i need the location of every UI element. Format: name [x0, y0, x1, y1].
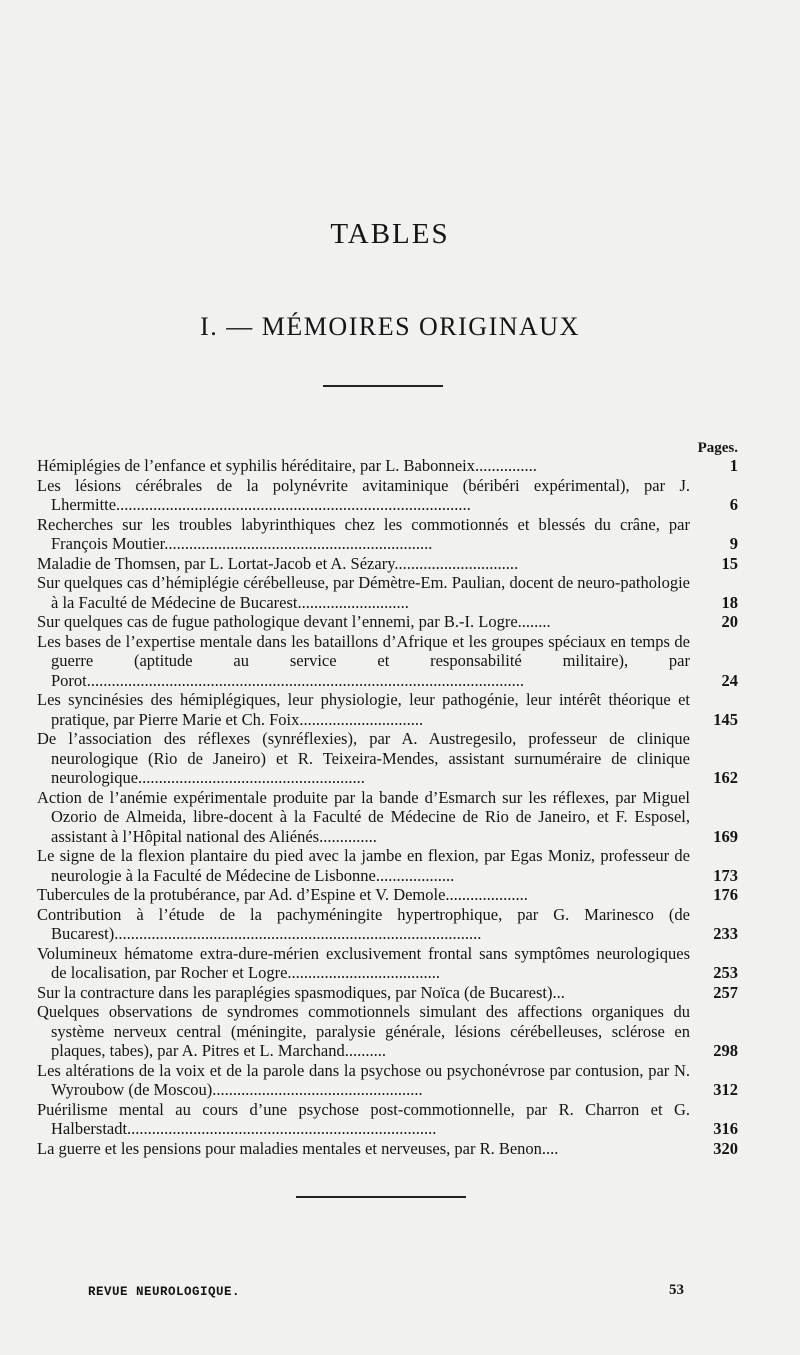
toc-entry — [37, 515, 738, 554]
entry-page: 15 — [721, 553, 738, 573]
entry-text: La guerre et les pensions pour maladies mentales et nerveuses, par R. Benon.... — [37, 1138, 559, 1158]
toc-entry — [37, 788, 738, 847]
toc-entry — [37, 554, 738, 574]
toc-entry — [37, 690, 738, 729]
table-of-contents — [37, 456, 738, 1158]
entry-page: 1 — [729, 456, 738, 475]
toc-entry — [37, 983, 738, 1003]
entry-page: 24 — [721, 670, 738, 690]
entry-text: Puérilisme mental au cours d’une psychose post-commotionnelle, par R. Charron et G. Halberstadt........................................................................... — [37, 1099, 690, 1138]
entry-page: 169 — [713, 826, 738, 846]
entry-text: Hémiplégies de l’enfance et syphilis héréditaire, par L. Babonneix............... — [37, 456, 537, 475]
page-number: 53 — [669, 1282, 684, 1298]
toc-entry — [37, 1061, 738, 1100]
entry-text: Tubercules de la protubérance, par Ad. d’Espine et V. Demole.................... — [37, 885, 528, 904]
toc-entry — [37, 729, 738, 788]
entry-text: Sur quelques cas d’hémiplégie cérébelleuse, par Démètre-Em. Paulian, docent de neuro-pathologie à la Faculté de Médecine de Bucarest........................... — [37, 573, 690, 612]
entry-page: 253 — [713, 963, 738, 982]
entry-page: 298 — [713, 1041, 738, 1060]
entry-page: 176 — [713, 885, 738, 904]
entry-text: De l’association des réflexes (synréflexies), par A. Austregesilo, professeur de clinique neurologique (Rio de Janeiro) et R. Teixeira-Mendes, assistant surnuméraire de clinique neurologique....................................................... — [37, 729, 690, 787]
section-title: I. — MÉMOIRES ORIGINAUX — [200, 312, 580, 341]
toc-entry — [37, 1100, 738, 1139]
entry-text: Sur quelques cas de fugue pathologique devant l’ennemi, par B.-I. Logre........ — [37, 612, 551, 631]
toc-entry — [37, 1139, 738, 1159]
entry-page: 20 — [721, 612, 738, 631]
entry-text: Les lésions cérébrales de la polynévrite avitaminique (béribéri expérimental), par J. Lhermitte...................................................................................... — [37, 475, 690, 514]
entry-page: 320 — [713, 1138, 738, 1158]
entry-text: Sur la contracture dans les paraplégies spasmodiques, par Noïca (de Bucarest)... — [37, 982, 565, 1002]
toc-entry — [37, 612, 738, 632]
entry-text: Volumineux hématome extra-dure-mérien exclusivement frontal sans symptômes neurologiques de localisation, par Rocher et Logre..................................... — [37, 943, 690, 982]
entry-page: 145 — [713, 709, 738, 729]
entry-page: 18 — [721, 592, 738, 612]
pages-column-header: Pages. — [697, 440, 738, 456]
entry-page: 173 — [713, 865, 738, 885]
entry-page: 312 — [713, 1080, 738, 1099]
divider-bottom — [296, 1196, 466, 1198]
entry-text: Action de l’anémie expérimentale produite par la bande d’Esmarch sur les réflexes, par Miguel Ozorio de Almeida, libre-docent à la Faculté de Médecine de Rio de Janeiro, et F. Esposel, assistant à l’Hôpital national des Aliénés.............. — [37, 787, 690, 846]
toc-entry — [37, 905, 738, 944]
entry-text: Maladie de Thomsen, par L. Lortat-Jacob et A. Sézary.............................. — [37, 553, 519, 573]
toc-entry — [37, 456, 738, 476]
entry-page: 316 — [713, 1119, 738, 1138]
toc-entry — [37, 944, 738, 983]
entry-page: 6 — [729, 495, 738, 514]
entry-text: Recherches sur les troubles labyrinthiques chez les commotionnés et blessés du crâne, par François Moutier................................................................. — [37, 514, 690, 553]
entry-text: Les bases de l’expertise mentale dans les bataillons d’Afrique et les groupes spéciaux en temps de guerre (aptitude au service et responsabilité militaire), par Porot.......................................................................................................... — [37, 631, 690, 690]
toc-entry — [37, 885, 738, 905]
entry-text: Contribution à l’étude de la pachyméningite hypertrophique, par G. Marinesco (de Bucarest)......................................................................................... — [37, 904, 690, 943]
entry-page: 257 — [713, 982, 738, 1002]
running-footer-journal: REVUE NEUROLOGIQUE. — [88, 1285, 241, 1299]
entry-page: 162 — [713, 768, 738, 787]
entry-text: Le signe de la flexion plantaire du pied avec la jambe en flexion, par Egas Moniz, professeur de neurologie à la Faculté de Médecine de Lisbonne................... — [37, 846, 690, 885]
toc-entry — [37, 476, 738, 515]
toc-entry — [37, 1002, 738, 1061]
page-title: TABLES — [330, 218, 450, 250]
toc-entry — [37, 573, 738, 612]
divider-top — [323, 385, 443, 387]
entry-text: Les syncinésies des hémiplégiques, leur physiologie, leur pathogénie, leur intérêt théorique et pratique, par Pierre Marie et Ch. Foix.............................. — [37, 690, 690, 729]
entry-page: 9 — [729, 534, 738, 553]
entry-page: 233 — [713, 924, 738, 943]
toc-entry — [37, 632, 738, 691]
entry-text: Les altérations de la voix et de la parole dans la psychose ou psychonévrose par contusion, par N. Wyroubow (de Moscou)................................................... — [37, 1060, 690, 1099]
entry-text: Quelques observations de syndromes commotionnels simulant des affections organiques du système nerveux central (méningite, paralysie générale, lésions cérébelleuses, sclérose en plaques, tabes), par A. Pitres et L. Marchand.......... — [37, 1002, 690, 1060]
toc-entry — [37, 846, 738, 885]
